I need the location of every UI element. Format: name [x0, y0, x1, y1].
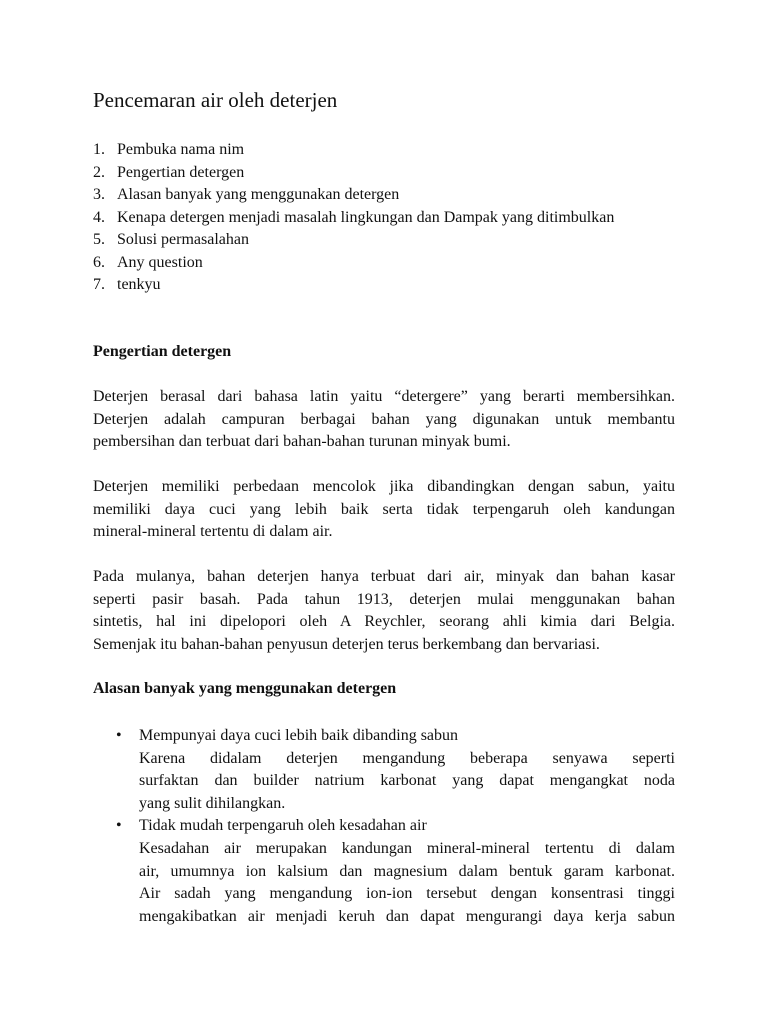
paragraph-history: [93, 566, 675, 656]
bullet-line: air, umumnya ion kalsium dan magnesium dalam bentuk garam karbonat.: [139, 862, 675, 880]
paragraph-line: Semenjak itu bahan-bahan penyusun deterjen terus berkembang dan bervariasi.: [93, 635, 600, 653]
paragraph-line: mineral-mineral tertentu di dalam air.: [93, 523, 333, 541]
table-of-contents: [93, 139, 675, 297]
toc-text: tenkyu: [117, 276, 161, 293]
toc-number: 7.: [93, 276, 105, 293]
paragraph-line: Deterjen adalah campuran berbagai bahan yang digunakan untuk membantu: [93, 410, 675, 428]
toc-item: [93, 139, 675, 162]
toc-text: Any question: [117, 253, 203, 271]
document-title: Pencemaran air oleh deterjen: [93, 88, 338, 112]
paragraph-line: sintetis, hal ini dipelopori oleh A Reychler, seorang ahli kimia dari Belgia.: [93, 613, 675, 631]
paragraph-definition: [93, 386, 675, 454]
bullet-title: Mempunyai daya cuci lebih baik dibanding sabun: [139, 727, 459, 744]
toc-number: 6.: [93, 253, 105, 271]
paragraph-line: Deterjen memiliki perbedaan mencolok jika dibandingkan dengan sabun, yaitu: [93, 478, 675, 495]
bullet-description: [139, 748, 675, 816]
toc-text: Alasan banyak yang menggunakan detergen: [117, 186, 400, 203]
toc-number: 1.: [93, 141, 105, 158]
toc-item: [93, 162, 675, 185]
bullet-line: Air sadah yang mengandung ion-ion tersebut dengan konsentrasi tinggi: [139, 885, 675, 903]
bullet-icon: •: [116, 727, 122, 744]
paragraph-line: seperti pasir basah. Pada tahun 1913, deterjen mulai menggunakan bahan: [93, 590, 675, 608]
bullet-item: [93, 815, 675, 928]
paragraph-line: Pada mulanya, bahan deterjen hanya terbuat dari air, minyak dan bahan kasar: [93, 568, 675, 585]
paragraph-difference: [93, 476, 675, 544]
bullet-line: mengakibatkan air menjadi keruh dan dapat mengurangi daya kerja sabun: [139, 907, 675, 925]
bullet-title: Tidak mudah terpengaruh oleh kesadahan air: [139, 817, 427, 835]
toc-number: 2.: [93, 163, 105, 181]
toc-text: Kenapa detergen menjadi masalah lingkungan dan Dampak yang ditimbulkan: [117, 208, 615, 226]
toc-item: [93, 207, 675, 230]
paragraph-line: Deterjen berasal dari bahasa latin yaitu “detergere” yang berarti membersihkan.: [93, 388, 675, 405]
paragraph-line: pembersihan dan terbuat dari bahan-bahan turunan minyak bumi.: [93, 433, 511, 451]
toc-text: Pembuka nama nim: [117, 141, 245, 158]
bullet-line: yang sulit dihilangkan.: [139, 794, 286, 812]
toc-item: [93, 252, 675, 275]
bullet-line: Karena didalam deterjen mengandung beberapa senyawa seperti: [139, 749, 675, 767]
bullet-line: surfaktan dan builder natrium karbonat yang dapat mengangkat noda: [139, 772, 675, 790]
toc-item: [93, 184, 675, 207]
bullet-item: [93, 725, 675, 815]
toc-number: 4.: [93, 208, 105, 226]
toc-item: [93, 274, 675, 297]
bullet-list: [93, 725, 675, 928]
bullet-description: [139, 838, 675, 928]
toc-number: 5.: [93, 231, 105, 248]
paragraph-line: memiliki daya cuci yang lebih baik serta tidak terpengaruh oleh kandungan: [93, 500, 675, 518]
toc-text: Solusi permasalahan: [117, 231, 249, 248]
bullet-line: Kesadahan air merupakan kandungan mineral-mineral tertentu di dalam: [139, 839, 675, 857]
toc-item: [93, 229, 675, 252]
toc-number: 3.: [93, 186, 105, 203]
bullet-icon: •: [116, 817, 122, 835]
toc-text: Pengertian detergen: [117, 163, 245, 181]
section-heading-pengertian: Pengertian detergen: [93, 343, 232, 360]
section-heading-alasan: Alasan banyak yang menggunakan detergen: [93, 680, 397, 697]
